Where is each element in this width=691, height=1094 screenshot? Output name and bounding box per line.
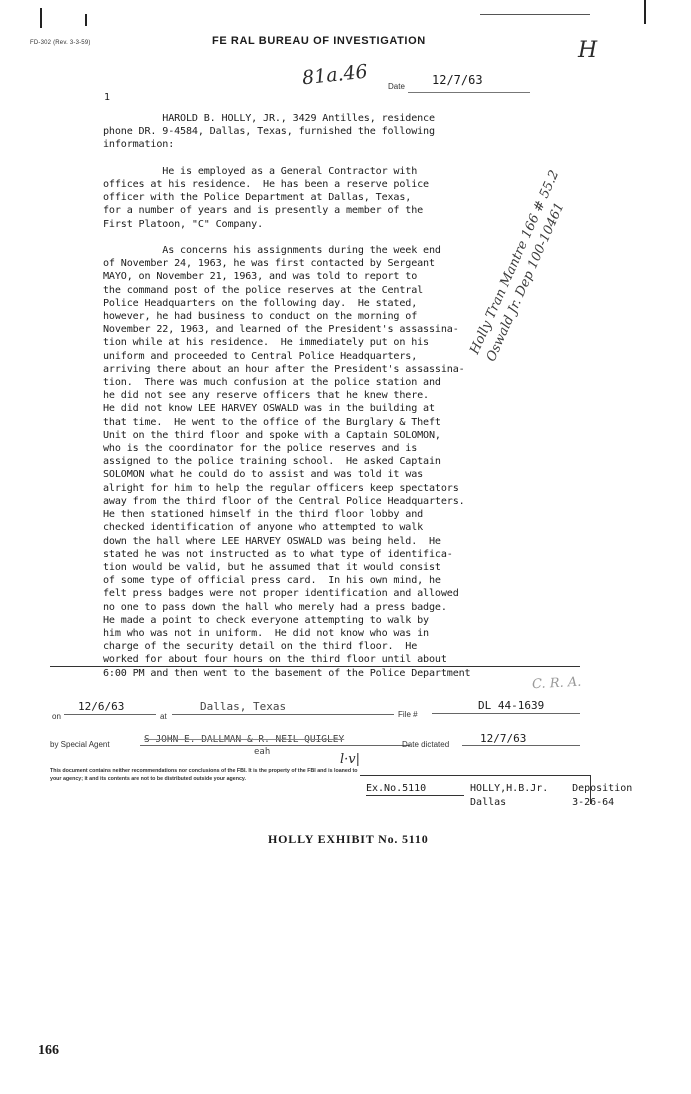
handwritten-serial: 81a.46 xyxy=(301,60,369,90)
body-line: stated he was not instructed as to what type of identifica- xyxy=(103,548,453,560)
body-line: 6:00 PM and then went to the basement of the Police Department xyxy=(103,667,471,679)
page-number-bottom: 166 xyxy=(38,1043,59,1058)
date-label: Date xyxy=(388,82,405,91)
body-line: He is employed as a General Contractor with xyxy=(103,165,418,177)
body-line: tion. There was much confusion at the police station and xyxy=(103,377,441,389)
on-label: on xyxy=(52,712,61,721)
body-line: of November 24, 1963, he was first contacted by Sergeant xyxy=(103,258,435,270)
file-number: DL 44-1639 xyxy=(478,699,545,712)
special-agents: S JOHN E. DALLMAN & R. NEIL QUIGLEY xyxy=(144,734,345,745)
body-divider xyxy=(50,666,580,667)
at-underline xyxy=(172,714,394,715)
disclaimer-line-2: your agency; it and its contents are not to be distributed outside your agency. xyxy=(50,776,246,782)
scan-mark xyxy=(40,8,42,28)
body-line: HAROLD B. HOLLY, JR., 3429 Antilles, residence xyxy=(103,113,435,124)
body-line: felt press badges were not proper identification and allowed xyxy=(103,588,459,600)
body-line: phone DR. 9-4584, Dallas, Texas, furnished the following xyxy=(103,126,435,138)
handwritten-h-mark: H xyxy=(578,38,598,63)
body-line: the command post of the police reserves at the Central xyxy=(103,284,424,296)
body-line: As concerns his assignments during the week end xyxy=(103,245,441,257)
deponent-name: HOLLY,H.B.Jr. xyxy=(470,783,549,794)
at-label: at xyxy=(160,712,167,721)
file-underline xyxy=(432,713,580,714)
handwritten-initials: l·v| xyxy=(340,752,361,767)
body-line: he did not see any reserve officers that he knew there. xyxy=(103,390,429,402)
faint-stamp: C. R. A. xyxy=(531,674,582,693)
on-underline xyxy=(64,714,156,715)
scan-line xyxy=(480,14,590,15)
dictated-underline xyxy=(462,745,580,746)
body-line: down the hall where LEE HARVEY OSWALD was being held. He xyxy=(103,535,441,547)
body-line: Police Headquarters on the following day. He stated, xyxy=(103,297,418,309)
body-line: arriving there about an hour after the President's assassina- xyxy=(103,363,465,375)
body-line: November 22, 1963, and learned of the President's assassina- xyxy=(103,324,459,336)
agency-title: FE RAL BUREAU OF INVESTIGATION xyxy=(212,35,426,47)
body-line: tion while at his residence. He immediately put on his xyxy=(103,337,429,349)
deponent-place: Dallas xyxy=(470,797,507,808)
body-line: worked for about four hours on the third floor until about xyxy=(103,654,447,666)
exhibit-title: HOLLY EXHIBIT No. 5110 xyxy=(268,832,429,846)
body-line: officer with the Police Department at Dallas, Texas, xyxy=(103,192,412,204)
on-date: 12/6/63 xyxy=(78,700,125,713)
body-line: away from the third floor of the Central Police Headquarters. xyxy=(103,495,465,507)
exhibit-number: Ex.No.5110 xyxy=(366,782,464,796)
date-value: 12/7/63 xyxy=(432,73,483,87)
body-line: charge of the security detail on the third floor. He xyxy=(103,641,418,653)
scan-mark xyxy=(644,0,646,24)
date-underline xyxy=(408,92,530,93)
body-line: offices at his residence. He has been a reserve police xyxy=(103,179,429,191)
body-line: MAYO, on November 21, 1963, and was told to report to xyxy=(103,271,418,283)
deposition-date: 3-26-64 xyxy=(572,797,615,808)
agents-initials: eah xyxy=(254,747,271,757)
body-line: First Platoon, "C" Company. xyxy=(103,218,264,230)
body-line: for a number of years and is presently a member of the xyxy=(103,205,424,217)
dictated-label: Date dictated xyxy=(402,740,450,749)
scan-mark xyxy=(85,14,87,26)
body-line: no one to pass down the hall who merely had a press badge. xyxy=(103,601,447,613)
body-line: tion would be valid, but he assumed that it would consist xyxy=(103,561,441,573)
body-line: however, he had business to conduct on the morning of xyxy=(103,311,418,323)
body-line: that time. He went to the office of the Burglary & Theft xyxy=(103,416,441,428)
body-line xyxy=(103,231,543,244)
body-line: Unit on the third floor and spoke with a Captain SOLOMON, xyxy=(103,429,441,441)
body-line: SOLOMON what he could do to assist and was told it was xyxy=(103,469,424,481)
body-line xyxy=(103,152,543,165)
body-line: assigned to the police training school. He asked Captain xyxy=(103,456,441,468)
body-line: him who was not in uniform. He did not know who was in xyxy=(103,627,429,639)
handwritten-margin-note: Holly Tran Mantre 166 # 55.2 Oswald Jr. Dep 100-10461 xyxy=(467,168,568,364)
dictated-date: 12/7/63 xyxy=(480,732,527,745)
exhibit-stamp xyxy=(366,782,632,809)
body-line: He did not know LEE HARVEY OSWALD was in the building at xyxy=(103,403,435,415)
exhibit-type: Deposition xyxy=(572,783,633,794)
body-line: of some type of official press card. In his own mind, he xyxy=(103,575,441,587)
body-line: alright for him to help the regular officers keep spectators xyxy=(103,482,459,494)
body-line: who is the coordinator for the police reserves and is xyxy=(103,443,418,455)
body-line: He made a point to check everyone attempting to walk by xyxy=(103,614,429,626)
file-label: File # xyxy=(398,710,418,719)
disclaimer-line-1: This document contains neither recommendations nor conclusions of the FBI. It is the property of the FBI and is loaned to xyxy=(50,768,358,774)
body-line: He then stationed himself in the third floor lobby and xyxy=(103,509,424,521)
form-number: FD-302 (Rev. 3-3-59) xyxy=(30,40,91,46)
body-line: information: xyxy=(103,139,175,151)
at-location: Dallas, Texas xyxy=(200,700,287,713)
report-body xyxy=(103,112,543,680)
special-agent-label: by Special Agent xyxy=(50,740,110,749)
agent-underline xyxy=(140,745,410,746)
page-number-top: 1 xyxy=(104,92,111,103)
body-line: uniform and proceeded to Central Police Headquarters, xyxy=(103,350,418,362)
body-line: checked identification of anyone who attempted to walk xyxy=(103,522,424,534)
